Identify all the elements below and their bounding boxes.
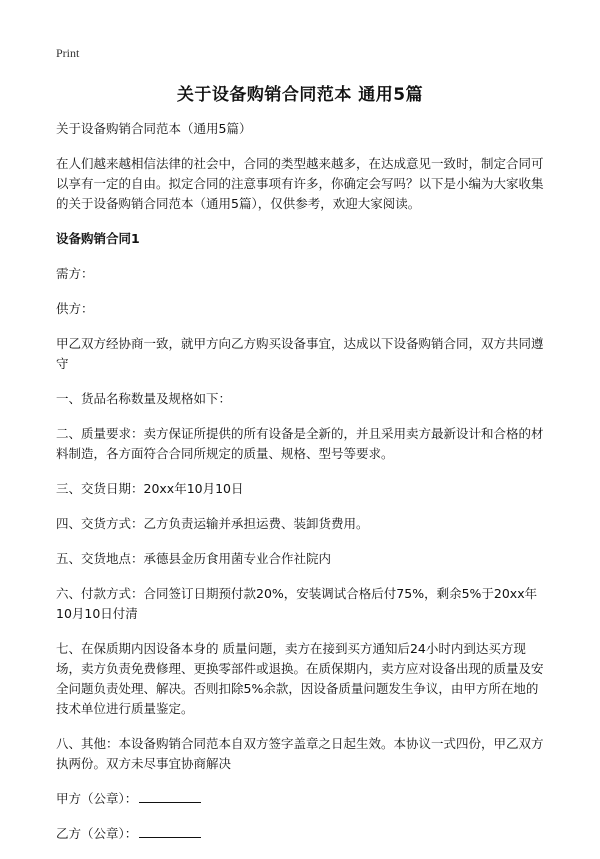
clause-6: 六、付款方式：合同签订日期预付款20%，安装调试合格后付75%，剩余5%于20xx年10月10日付清 bbox=[56, 586, 538, 621]
intro-paragraph: 在人们越来越相信法律的社会中，合同的类型越来越多，在达成意见一致时，制定合同可以享有一定的自由。拟定合同的注意事项有许多，你确定会写吗？以下是小编为大家收集的关于设备购销合同范本（通用5篇），仅供参考，欢迎大家阅读。 bbox=[56, 156, 544, 211]
print-link[interactable]: Print bbox=[56, 46, 80, 60]
clause-7: 七、在保质期内因设备本身的 质量问题，卖方在接到买方通知后24小时内到达买方现场，卖方负责免费修理、更换零部件或退换。在质保期内，卖方应对设备出现的质量及安全问题负责处理、解决。否则扣除5%余款，因设备质量问题发生争议，由甲方所在地的技术单位进行质量鉴定。 bbox=[56, 641, 544, 716]
preamble-paragraph: 甲乙双方经协商一致，就甲方向乙方购买设备事宜，达成以下设备购销合同，双方共同遵守 bbox=[56, 336, 544, 371]
document-body bbox=[56, 119, 550, 859]
signature-party-a bbox=[56, 789, 550, 809]
clause-4: 四、交货方式：乙方负责运输并承担运费、装卸货费用。 bbox=[56, 516, 369, 531]
clause-1: 一、货品名称数量及规格如下： bbox=[56, 391, 232, 406]
document-subtitle: 关于设备购销合同范本（通用5篇） bbox=[56, 121, 252, 136]
supplier-line: 供方： bbox=[56, 301, 94, 316]
signature-party-b-label: 乙方（公章）： bbox=[56, 826, 138, 841]
clause-5: 五、交货地点：承德县金历食用菌专业合作社院内 bbox=[56, 551, 332, 566]
clause-3: 三、交货日期：20xx年10月10日 bbox=[56, 481, 244, 496]
buyer-line: 需方： bbox=[56, 266, 94, 281]
signature-line bbox=[139, 825, 201, 838]
signature-party-a-label: 甲方（公章）： bbox=[56, 791, 138, 806]
clause-8: 八、其他：本设备购销合同范本自双方签字盖章之日起生效。本协议一式四份，甲乙双方执两份。双方未尽事宜协商解决 bbox=[56, 736, 544, 771]
signature-line bbox=[139, 790, 201, 803]
document-title: 关于设备购销合同范本 通用5篇 bbox=[176, 85, 424, 105]
section-title: 设备购销合同1 bbox=[56, 231, 140, 246]
signature-party-b bbox=[56, 824, 550, 844]
clause-2: 二、质量要求：卖方保证所提供的所有设备是全新的，并且采用卖方最新设计和合格的材料制造，各方面符合合同所规定的质量、规格、型号等要求。 bbox=[56, 426, 544, 461]
